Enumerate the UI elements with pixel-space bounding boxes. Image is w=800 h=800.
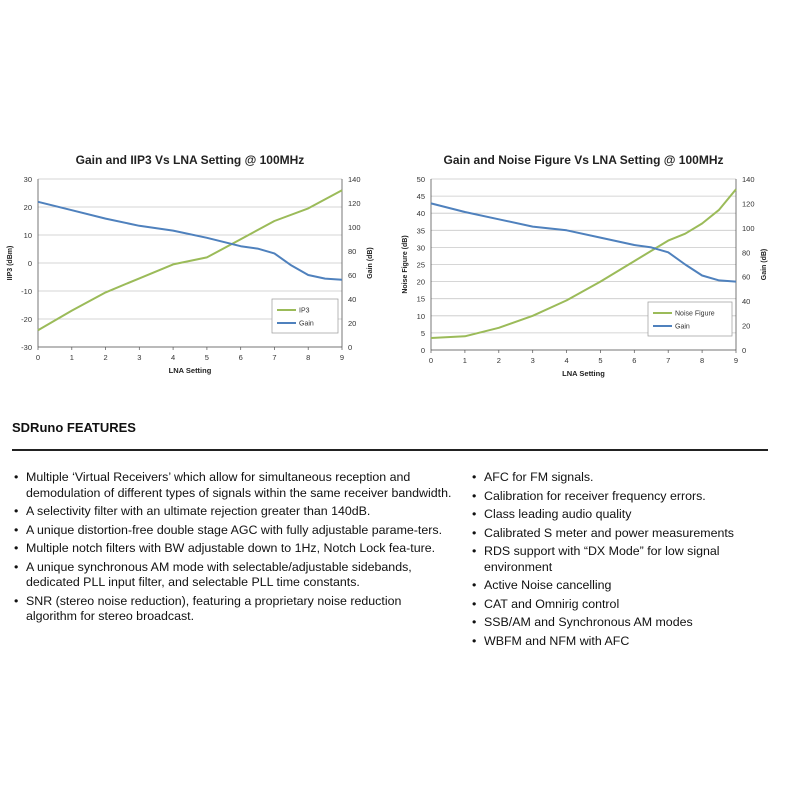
x-tick-label: 7 (272, 353, 277, 362)
y-tick-label: 30 (416, 243, 425, 253)
bullet-icon: • (14, 593, 19, 608)
x-tick-label: 0 (428, 356, 434, 365)
x-tick-label: 3 (530, 356, 535, 365)
bullet-icon: • (472, 507, 477, 521)
feature-text: Class leading audio quality (484, 507, 632, 521)
y-tick-label: 20 (416, 277, 425, 287)
x-tick-label: 7 (666, 356, 671, 365)
features-list-left (14, 470, 454, 628)
feature-text: CAT and Omnirig control (484, 596, 620, 611)
y-tick-label: 40 (416, 209, 425, 219)
bullet-icon: • (472, 470, 477, 484)
feature-item (14, 523, 454, 539)
legend-label: Gain (299, 320, 314, 328)
y2-tick-label: 140 (348, 175, 361, 184)
features-divider (12, 449, 768, 451)
feature-text: A unique distortion-free double stage AGC with fully adjustable parame-ters. (26, 522, 443, 537)
x-tick-label: 1 (462, 356, 467, 365)
features-list-right (472, 470, 772, 652)
feature-item (472, 615, 772, 631)
y2-tick-label: 120 (348, 199, 361, 208)
y2-tick-label: 0 (348, 343, 353, 352)
feature-item (472, 597, 772, 613)
y-tick-label: 30 (23, 175, 32, 184)
feature-item (14, 560, 454, 591)
x-tick-label: 3 (137, 353, 142, 362)
chart-gain-noise-figure-svg (398, 148, 800, 388)
bullet-icon: • (14, 504, 19, 518)
x-tick-label: 0 (35, 353, 41, 362)
x-tick-label: 9 (733, 356, 739, 365)
bullet-icon: • (14, 522, 19, 537)
y2-tick-label: 60 (348, 271, 357, 280)
x-tick-label: 8 (700, 356, 705, 365)
feature-text: A selectivity filter with an ultimate rejection greater than 140dB. (26, 504, 371, 518)
legend-label: Gain (675, 323, 690, 331)
feature-text: Multiple notch filters with BW adjustable down to 1Hz, Notch Lock fea-ture. (26, 541, 436, 555)
y-tick-label: 15 (416, 294, 425, 304)
bullet-icon: • (472, 544, 477, 558)
bullet-icon: • (14, 559, 19, 574)
bullet-icon: • (472, 633, 477, 648)
y2-axis-label: Gain (dB) (367, 247, 374, 279)
y-tick-label: -10 (21, 287, 32, 296)
feature-text: Calibration for receiver frequency errors. (484, 488, 706, 503)
y-tick-label: 0 (420, 346, 425, 355)
y-tick-label: 10 (23, 231, 32, 240)
y-tick-label: -30 (21, 343, 32, 352)
feature-item (472, 526, 772, 542)
bullet-icon: • (472, 525, 477, 540)
chart-gain-noise-figure (398, 148, 800, 388)
features-title: SDRuno FEATURES (12, 420, 136, 435)
x-tick-label: 2 (103, 353, 108, 362)
legend-label: IP3 (299, 307, 310, 315)
feature-item (472, 544, 772, 575)
bullet-icon: • (472, 488, 477, 503)
bullet-icon: • (14, 541, 19, 555)
chart-title: Gain and Noise Figure Vs LNA Setting @ 100MHz (443, 153, 724, 167)
y2-tick-label: 100 (348, 223, 361, 232)
y-tick-label: 5 (420, 328, 425, 338)
y2-tick-label: 100 (742, 223, 755, 233)
feature-text: SNR (stereo noise reduction), featuring a proprietary noise reduction algorithm for stereo broadcast. (26, 593, 402, 623)
feature-text: SSB/AM and Synchronous AM modes (484, 615, 693, 629)
x-tick-label: 1 (69, 353, 74, 362)
y2-tick-label: 0 (742, 346, 747, 355)
feature-text: WBFM and NFM with AFC (484, 633, 630, 648)
legend-box (272, 299, 338, 333)
feature-text: RDS support with “DX Mode” for low signal environment (484, 544, 720, 574)
x-tick-label: 4 (171, 353, 176, 362)
y-axis-label: IIP3 (dBm) (7, 245, 14, 281)
feature-item (472, 507, 772, 523)
feature-item (14, 594, 454, 625)
chart-title: Gain and IIP3 Vs LNA Setting @ 100MHz (75, 153, 305, 167)
y2-tick-label: 140 (742, 175, 755, 184)
y-tick-label: -20 (21, 315, 32, 324)
feature-text: Calibrated S meter and power measurements (484, 525, 734, 540)
y-tick-label: 10 (416, 311, 425, 321)
x-axis-label: LNA Setting (562, 369, 605, 378)
x-tick-label: 6 (238, 353, 243, 362)
y2-axis-label: Gain (dB) (761, 248, 768, 281)
y2-tick-label: 80 (742, 248, 751, 258)
y-tick-label: 45 (416, 192, 425, 202)
y2-tick-label: 80 (348, 247, 357, 256)
bullet-icon: • (472, 615, 477, 629)
y-tick-label: 0 (27, 259, 32, 268)
x-tick-label: 9 (339, 353, 345, 362)
x-tick-label: 5 (204, 353, 209, 362)
legend-box (648, 302, 732, 336)
y2-tick-label: 60 (742, 272, 751, 282)
y-axis-label: Noise Figure (dB) (402, 235, 409, 294)
feature-item (14, 504, 454, 520)
feature-item (472, 489, 772, 505)
y-tick-label: 35 (416, 226, 425, 236)
y2-tick-label: 40 (348, 295, 357, 304)
feature-text: Multiple ‘Virtual Receivers’ which allow for simultaneous reception and demodulation of different types of signals within the same receiver bandwidth. (26, 470, 452, 500)
x-tick-label: 8 (306, 353, 311, 362)
feature-item (14, 470, 454, 501)
x-tick-label: 4 (564, 356, 569, 365)
y2-tick-label: 20 (348, 319, 357, 328)
feature-item (472, 578, 772, 594)
bullet-icon: • (472, 578, 477, 592)
feature-item (472, 634, 772, 650)
y2-tick-label: 40 (742, 297, 751, 307)
y-tick-label: 20 (23, 203, 32, 212)
y-tick-label: 25 (416, 260, 425, 270)
y2-tick-label: 120 (742, 199, 755, 209)
feature-text: Active Noise cancelling (484, 578, 612, 592)
series-line-gain (431, 203, 736, 281)
legend-label: Noise Figure (675, 310, 715, 318)
x-tick-label: 2 (496, 356, 501, 365)
y-tick-label: 50 (416, 175, 425, 184)
bullet-icon: • (14, 470, 19, 484)
feature-item (14, 541, 454, 557)
feature-item (472, 470, 772, 486)
x-axis-label: LNA Setting (168, 366, 212, 375)
feature-text: AFC for FM signals. (484, 470, 594, 484)
bullet-icon: • (472, 596, 477, 611)
x-tick-label: 5 (598, 356, 603, 365)
y2-tick-label: 20 (742, 321, 751, 331)
feature-text: A unique synchronous AM mode with selectable/adjustable sidebands, dedicated PLL input filter, and selectable PLL time constants. (26, 559, 412, 589)
x-tick-label: 6 (632, 356, 637, 365)
chart-gain-iip3 (0, 148, 400, 388)
chart-gain-iip3-svg (0, 148, 400, 388)
